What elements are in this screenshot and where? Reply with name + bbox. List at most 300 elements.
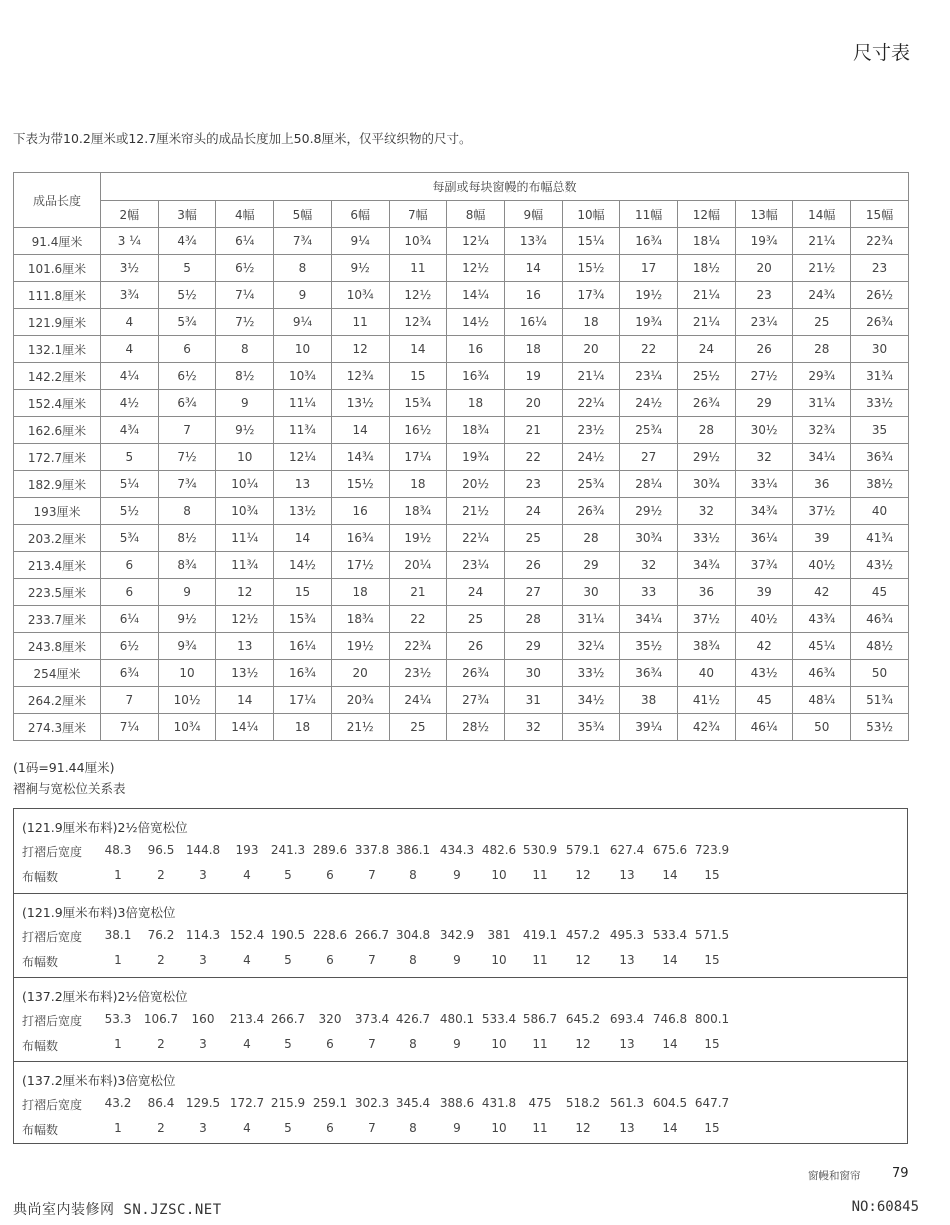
table-cell: 20¼	[389, 552, 447, 579]
table-cell: 5¾	[101, 525, 159, 552]
pleated-width-row	[22, 928, 902, 946]
table-cell: 8	[216, 336, 274, 363]
pleated-width-value: 259.1	[312, 1096, 348, 1110]
table-cell: 40½	[793, 552, 851, 579]
table-cell: 8½	[158, 525, 216, 552]
table-cell: 21	[389, 579, 447, 606]
table-cell: 26¾	[447, 660, 505, 687]
pleated-width-value: 561.3	[609, 1096, 645, 1110]
pleat-block-title: (137.2厘米布料)2½倍宽松位	[22, 989, 188, 1004]
panel-count-value: 11	[532, 1037, 548, 1051]
table-cell: 32	[735, 444, 793, 471]
table-cell: 42	[735, 633, 793, 660]
panel-count-header: 13幅	[735, 201, 793, 228]
table-row	[14, 579, 909, 606]
table-cell: 25¾	[562, 471, 620, 498]
table-cell: 48½	[851, 633, 909, 660]
pleated-width-value: 571.5	[694, 928, 730, 942]
pleated-width-value: 190.5	[270, 928, 306, 942]
table-cell: 17	[620, 255, 678, 282]
table-cell: 24	[447, 579, 505, 606]
table-cell: 20	[562, 336, 620, 363]
table-cell: 31¾	[851, 363, 909, 390]
table-cell: 29½	[620, 498, 678, 525]
panel-count-value: 8	[409, 1121, 417, 1135]
pleated-width-label: 打褶后宽度	[22, 930, 83, 944]
table-cell: 28½	[447, 714, 505, 741]
table-row	[14, 417, 909, 444]
table-cell: 43¾	[793, 606, 851, 633]
table-row	[14, 552, 909, 579]
table-cell: 15¼	[562, 228, 620, 255]
table-cell: 31¼	[793, 390, 851, 417]
pleated-width-value: 373.4	[354, 1012, 390, 1026]
table-cell: 3½	[101, 255, 159, 282]
table-cell: 7¾	[158, 471, 216, 498]
pleated-width-value: 431.8	[481, 1096, 517, 1110]
table-cell: 11¼	[216, 525, 274, 552]
table-cell: 14¾	[331, 444, 389, 471]
pleated-width-value: 106.7	[143, 1012, 179, 1026]
table-cell: 6	[101, 579, 159, 606]
table-cell: 37¾	[735, 552, 793, 579]
panel-count-row	[22, 1121, 902, 1139]
table-row	[14, 228, 909, 255]
pleated-width-row	[22, 1012, 902, 1030]
table-row	[14, 444, 909, 471]
table-cell: 26¾	[678, 390, 736, 417]
table-cell: 32¾	[793, 417, 851, 444]
table-cell: 23	[504, 471, 562, 498]
panel-count-value: 5	[284, 868, 292, 882]
panel-count-header: 11幅	[620, 201, 678, 228]
panel-count-value: 1	[114, 1037, 122, 1051]
pleated-width-value: 302.3	[354, 1096, 390, 1110]
table-cell: 30	[851, 336, 909, 363]
pleated-width-value: 434.3	[439, 843, 475, 857]
table-cell: 27½	[735, 363, 793, 390]
table-cell: 10¾	[331, 282, 389, 309]
table-cell: 29¾	[793, 363, 851, 390]
panel-count-header: 5幅	[274, 201, 332, 228]
pleated-width-value: 530.9	[522, 843, 558, 857]
table-cell: 6½	[158, 363, 216, 390]
pleated-width-value: 800.1	[694, 1012, 730, 1026]
panel-count-header: 6幅	[331, 201, 389, 228]
table-cell: 27	[620, 444, 678, 471]
table-cell: 18	[504, 336, 562, 363]
watermark-site: 典尚室内装修网 SN.JZSC.NET	[13, 1202, 222, 1218]
panel-count-value: 13	[619, 868, 635, 882]
panel-count-value: 5	[284, 953, 292, 967]
pleated-width-value: 475	[528, 1096, 552, 1110]
table-cell: 29	[504, 633, 562, 660]
pleated-width-value: 241.3	[270, 843, 306, 857]
pleated-width-value: 386.1	[395, 843, 431, 857]
table-cell: 21½	[331, 714, 389, 741]
panel-count-value: 9	[453, 953, 461, 967]
pleated-width-value: 693.4	[609, 1012, 645, 1026]
table-cell: 13	[216, 633, 274, 660]
table-cell: 6½	[216, 255, 274, 282]
table-row	[14, 390, 909, 417]
table-cell: 33½	[562, 660, 620, 687]
pleated-width-value: 48.3	[104, 843, 132, 857]
finished-length-cell: 172.7厘米	[14, 444, 101, 471]
pleated-width-value: 495.3	[609, 928, 645, 942]
table-cell: 45	[735, 687, 793, 714]
table-cell: 6¼	[101, 606, 159, 633]
panel-count-header: 4幅	[216, 201, 274, 228]
table-cell: 24½	[562, 444, 620, 471]
table-cell: 38½	[851, 471, 909, 498]
table-cell: 30¾	[620, 525, 678, 552]
table-cell: 12¼	[447, 228, 505, 255]
finished-length-cell: 91.4厘米	[14, 228, 101, 255]
table-cell: 9	[274, 282, 332, 309]
table-cell: 25	[793, 309, 851, 336]
finished-length-cell: 223.5厘米	[14, 579, 101, 606]
table-cell: 26	[735, 336, 793, 363]
pleat-block	[14, 977, 907, 1061]
table-cell: 34¾	[735, 498, 793, 525]
pleated-width-value: 160	[191, 1012, 215, 1026]
pleated-width-value: 482.6	[481, 843, 517, 857]
table-cell: 7	[158, 417, 216, 444]
pleated-width-value: 172.7	[229, 1096, 265, 1110]
panel-count-value: 10	[491, 868, 507, 882]
table-cell: 14	[274, 525, 332, 552]
length-column-header: 成品长度	[14, 173, 101, 228]
size-table-column-headers	[14, 201, 909, 228]
panel-count-value: 8	[409, 868, 417, 882]
table-cell: 10¼	[216, 471, 274, 498]
finished-length-cell: 264.2厘米	[14, 687, 101, 714]
table-cell: 36	[793, 471, 851, 498]
pleated-width-value: 388.6	[439, 1096, 475, 1110]
panel-count-value: 15	[704, 953, 720, 967]
finished-length-cell: 254厘米	[14, 660, 101, 687]
pleated-width-value: 114.3	[185, 928, 221, 942]
table-cell: 16	[447, 336, 505, 363]
panel-count-value: 8	[409, 1037, 417, 1051]
panel-count-value: 2	[157, 868, 165, 882]
pleat-block-title: (137.2厘米布料)3倍宽松位	[22, 1073, 176, 1088]
panel-count-header: 7幅	[389, 201, 447, 228]
table-cell: 21¼	[678, 309, 736, 336]
table-cell: 15½	[562, 255, 620, 282]
table-cell: 4¼	[101, 363, 159, 390]
table-cell: 31	[504, 687, 562, 714]
table-cell: 13½	[331, 390, 389, 417]
panel-count-header: 9幅	[504, 201, 562, 228]
panel-count-value: 15	[704, 1121, 720, 1135]
panel-count-value: 6	[326, 868, 334, 882]
panel-count-group-header: 每副或每块窗幔的布幅总数	[101, 173, 909, 201]
table-cell: 19¾	[447, 444, 505, 471]
table-cell: 19½	[331, 633, 389, 660]
table-cell: 14½	[447, 309, 505, 336]
pleated-width-value: 289.6	[312, 843, 348, 857]
pleated-width-value: 647.7	[694, 1096, 730, 1110]
table-cell: 20	[331, 660, 389, 687]
table-cell: 18¾	[389, 498, 447, 525]
table-cell: 20¾	[331, 687, 389, 714]
table-cell: 37½	[678, 606, 736, 633]
panel-count-header: 2幅	[101, 201, 159, 228]
panel-count-header: 12幅	[678, 201, 736, 228]
panel-count-value: 7	[368, 953, 376, 967]
table-cell: 24¼	[389, 687, 447, 714]
table-cell: 17¼	[274, 687, 332, 714]
table-cell: 5¾	[158, 309, 216, 336]
pleated-width-value: 304.8	[395, 928, 431, 942]
table-cell: 6¾	[101, 660, 159, 687]
pleated-width-value: 457.2	[565, 928, 601, 942]
table-cell: 24½	[620, 390, 678, 417]
table-cell: 4	[101, 309, 159, 336]
pleated-width-value: 586.7	[522, 1012, 558, 1026]
panel-count-value: 6	[326, 1037, 334, 1051]
table-cell: 16	[331, 498, 389, 525]
finished-length-cell: 274.3厘米	[14, 714, 101, 741]
pleated-width-value: 76.2	[147, 928, 175, 942]
table-cell: 50	[851, 660, 909, 687]
table-cell: 38	[620, 687, 678, 714]
table-cell: 17½	[331, 552, 389, 579]
pleated-width-value: 533.4	[481, 1012, 517, 1026]
table-cell: 8	[158, 498, 216, 525]
table-cell: 12½	[389, 282, 447, 309]
table-cell: 18¾	[447, 417, 505, 444]
table-cell: 28	[678, 417, 736, 444]
panel-count-value: 10	[491, 1037, 507, 1051]
table-cell: 19½	[620, 282, 678, 309]
pleated-width-value: 627.4	[609, 843, 645, 857]
finished-length-cell: 213.4厘米	[14, 552, 101, 579]
panel-count-value: 9	[453, 1037, 461, 1051]
table-cell: 46¼	[735, 714, 793, 741]
table-cell: 18	[274, 714, 332, 741]
page-number: 79	[892, 1166, 909, 1181]
table-cell: 23½	[562, 417, 620, 444]
table-cell: 10¾	[216, 498, 274, 525]
table-cell: 14¼	[216, 714, 274, 741]
panel-count-value: 3	[199, 1121, 207, 1135]
table-cell: 18	[389, 471, 447, 498]
table-cell: 28¼	[620, 471, 678, 498]
page-title: 尺寸表	[852, 42, 910, 64]
table-cell: 21¼	[793, 228, 851, 255]
table-cell: 48¼	[793, 687, 851, 714]
pleat-block-title: (121.9厘米布料)3倍宽松位	[22, 905, 176, 920]
finished-length-cell: 203.2厘米	[14, 525, 101, 552]
table-cell: 4¾	[101, 417, 159, 444]
table-cell: 15¾	[274, 606, 332, 633]
pleated-width-value: 342.9	[439, 928, 475, 942]
table-cell: 11¾	[216, 552, 274, 579]
panel-count-label: 布幅数	[22, 1039, 59, 1053]
table-cell: 25½	[678, 363, 736, 390]
pleated-width-value: 193	[235, 843, 259, 857]
table-cell: 17¾	[562, 282, 620, 309]
table-cell: 23½	[389, 660, 447, 687]
pleated-width-row	[22, 1096, 902, 1114]
panel-count-value: 4	[243, 953, 251, 967]
table-cell: 15	[389, 363, 447, 390]
table-cell: 18¾	[331, 606, 389, 633]
panel-count-label: 布幅数	[22, 955, 59, 969]
table-cell: 23	[851, 255, 909, 282]
table-cell: 40½	[735, 606, 793, 633]
table-cell: 26½	[851, 282, 909, 309]
pleated-width-label: 打褶后宽度	[22, 845, 83, 859]
panel-count-value: 11	[532, 953, 548, 967]
table-cell: 9½	[158, 606, 216, 633]
table-cell: 9¾	[158, 633, 216, 660]
pleated-width-value: 152.4	[229, 928, 265, 942]
panel-count-value: 5	[284, 1121, 292, 1135]
finished-length-cell: 152.4厘米	[14, 390, 101, 417]
panel-count-value: 13	[619, 1037, 635, 1051]
pleated-width-value: 53.3	[104, 1012, 132, 1026]
table-cell: 4½	[101, 390, 159, 417]
footer-section-name: 窗幔和窗帘	[808, 1170, 861, 1182]
finished-length-cell: 121.9厘米	[14, 309, 101, 336]
pleated-width-value: 723.9	[694, 843, 730, 857]
table-cell: 19¾	[735, 228, 793, 255]
table-cell: 11¼	[274, 390, 332, 417]
watermark-number: NO:60845	[851, 1199, 919, 1215]
panel-count-value: 12	[575, 1037, 591, 1051]
table-cell: 16¾	[274, 660, 332, 687]
pleated-width-value: 579.1	[565, 843, 601, 857]
table-cell: 32	[620, 552, 678, 579]
table-cell: 22¾	[851, 228, 909, 255]
pleated-width-value: 604.5	[652, 1096, 688, 1110]
panel-count-value: 1	[114, 1121, 122, 1135]
table-cell: 11	[389, 255, 447, 282]
finished-length-cell: 111.8厘米	[14, 282, 101, 309]
table-cell: 9	[158, 579, 216, 606]
table-cell: 23¼	[735, 309, 793, 336]
table-cell: 13¾	[504, 228, 562, 255]
table-cell: 16¾	[620, 228, 678, 255]
table-cell: 9½	[216, 417, 274, 444]
panel-count-value: 15	[704, 1037, 720, 1051]
table-cell: 25¾	[620, 417, 678, 444]
pleated-width-value: 228.6	[312, 928, 348, 942]
table-cell: 19	[504, 363, 562, 390]
table-cell: 14	[389, 336, 447, 363]
panel-count-row	[22, 1037, 902, 1055]
table-cell: 35½	[620, 633, 678, 660]
panel-count-value: 15	[704, 868, 720, 882]
table-row	[14, 282, 909, 309]
table-cell: 20½	[447, 471, 505, 498]
pleated-width-value: 480.1	[439, 1012, 475, 1026]
table-cell: 18	[562, 309, 620, 336]
table-cell: 39	[793, 525, 851, 552]
pleated-width-value: 320	[318, 1012, 342, 1026]
table-cell: 16¾	[447, 363, 505, 390]
panel-count-header: 3幅	[158, 201, 216, 228]
table-cell: 8	[274, 255, 332, 282]
panel-count-header: 10幅	[562, 201, 620, 228]
table-cell: 22	[504, 444, 562, 471]
table-cell: 15	[274, 579, 332, 606]
panel-count-value: 12	[575, 868, 591, 882]
pleat-block	[14, 893, 907, 977]
table-cell: 26¾	[562, 498, 620, 525]
panel-count-value: 6	[326, 1121, 334, 1135]
panel-count-value: 2	[157, 953, 165, 967]
table-cell: 30	[504, 660, 562, 687]
pleat-block-title: (121.9厘米布料)2½倍宽松位	[22, 820, 188, 835]
table-cell: 16½	[389, 417, 447, 444]
panel-count-value: 4	[243, 868, 251, 882]
table-cell: 42¾	[678, 714, 736, 741]
table-cell: 36	[678, 579, 736, 606]
table-cell: 40	[851, 498, 909, 525]
table-cell: 36¾	[851, 444, 909, 471]
pleated-width-value: 345.4	[395, 1096, 431, 1110]
table-cell: 35¾	[562, 714, 620, 741]
table-cell: 41½	[678, 687, 736, 714]
panel-count-value: 3	[199, 1037, 207, 1051]
pleated-width-value: 426.7	[395, 1012, 431, 1026]
pleat-block	[14, 809, 907, 893]
table-cell: 36¾	[620, 660, 678, 687]
table-cell: 10	[274, 336, 332, 363]
yard-conversion-note: (1码=91.44厘米)	[13, 760, 115, 775]
pleated-width-value: 129.5	[185, 1096, 221, 1110]
finished-length-cell: 193厘米	[14, 498, 101, 525]
table-cell: 26¾	[851, 309, 909, 336]
table-cell: 26	[447, 633, 505, 660]
table-cell: 18¼	[678, 228, 736, 255]
table-cell: 25	[447, 606, 505, 633]
panel-count-value: 14	[662, 1037, 678, 1051]
panel-count-value: 14	[662, 953, 678, 967]
pleated-width-value: 266.7	[270, 1012, 306, 1026]
table-cell: 5¼	[101, 471, 159, 498]
table-cell: 15¾	[389, 390, 447, 417]
table-row	[14, 633, 909, 660]
table-cell: 3 ¼	[101, 228, 159, 255]
panel-count-value: 12	[575, 1121, 591, 1135]
table-cell: 32	[504, 714, 562, 741]
table-cell: 8¾	[158, 552, 216, 579]
panel-count-value: 11	[532, 868, 548, 882]
table-cell: 5	[158, 255, 216, 282]
table-cell: 42	[793, 579, 851, 606]
panel-count-value: 7	[368, 1121, 376, 1135]
table-cell: 22¼	[447, 525, 505, 552]
table-cell: 41¾	[851, 525, 909, 552]
table-cell: 6½	[101, 633, 159, 660]
table-cell: 45	[851, 579, 909, 606]
table-cell: 6	[101, 552, 159, 579]
table-cell: 46¾	[793, 660, 851, 687]
table-cell: 27¾	[447, 687, 505, 714]
table-row	[14, 525, 909, 552]
table-cell: 32	[678, 498, 736, 525]
table-cell: 30¾	[678, 471, 736, 498]
panel-count-value: 4	[243, 1037, 251, 1051]
table-cell: 11¾	[274, 417, 332, 444]
finished-length-cell: 142.2厘米	[14, 363, 101, 390]
